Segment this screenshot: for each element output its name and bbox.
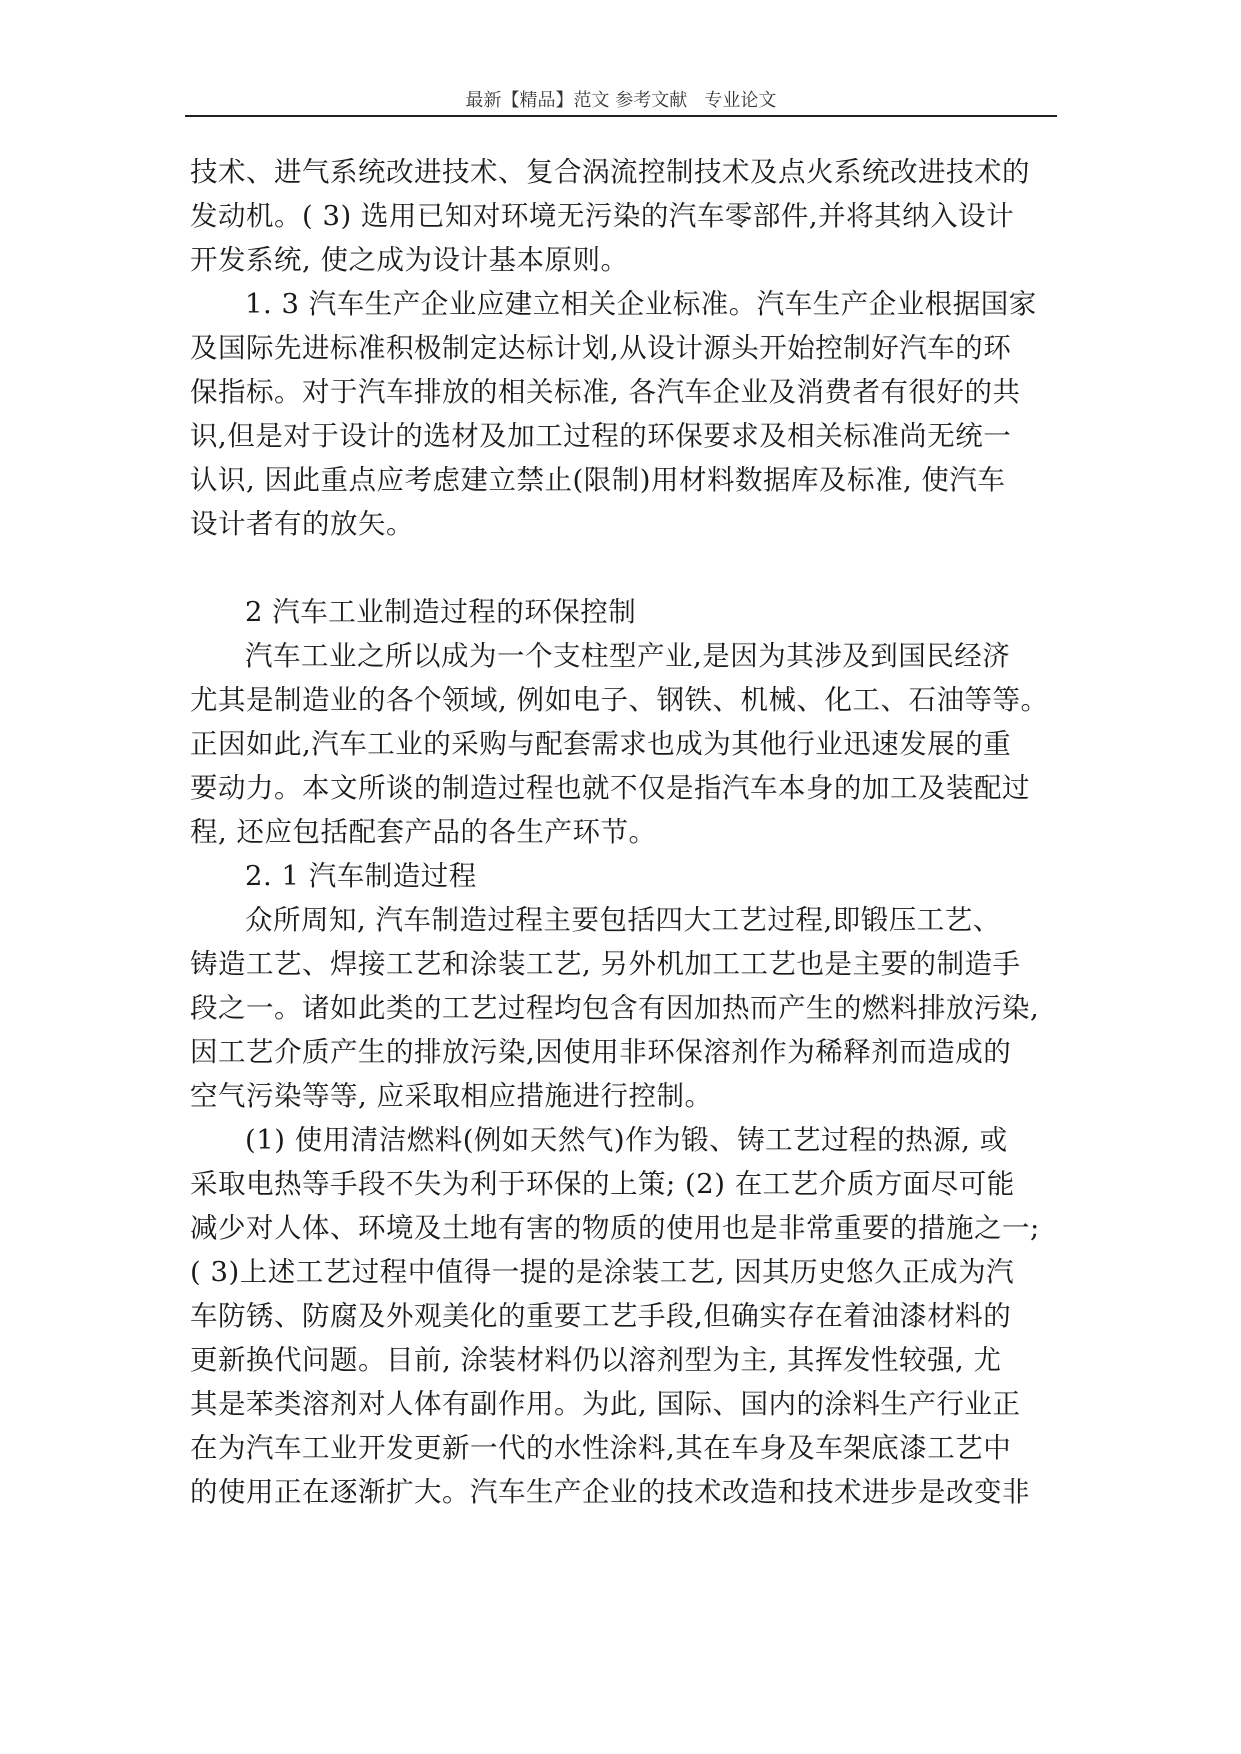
- text-line: 保指标。对于汽车排放的相关标准, 各汽车企业及消费者有很好的共: [190, 376, 1021, 408]
- text-line: 技术、进气系统改进技术、复合涡流控制技术及点火系统改进技术的: [190, 156, 1030, 188]
- page-header: 最新【精品】范文 参考文献 专业论文: [465, 90, 777, 111]
- text-line: 空气污染等等, 应采取相应措施进行控制。: [190, 1080, 713, 1112]
- text-line: ( 3)上述工艺过程中值得一提的是涂装工艺, 因其历史悠久正成为汽: [190, 1256, 1015, 1288]
- text-line: 车防锈、防腐及外观美化的重要工艺手段,但确实存在着油漆材料的: [190, 1300, 1012, 1332]
- header-rule: [185, 115, 1057, 117]
- section-heading-2: 2 汽车工业制造过程的环保控制: [245, 596, 637, 628]
- text-line: 的使用正在逐渐扩大。汽车生产企业的技术改造和技术进步是改变非: [190, 1476, 1030, 1508]
- section-heading-2-1: 2. 1 汽车制造过程: [245, 860, 477, 892]
- text-line: (1) 使用清洁燃料(例如天然气)作为锻、铸工艺过程的热源, 或: [245, 1124, 1008, 1156]
- text-line: 发动机。( 3) 选用已知对环境无污染的汽车零部件,并将其纳入设计: [190, 200, 1015, 232]
- paragraph-gap: [190, 546, 1070, 590]
- text-line: 减少对人体、环境及土地有害的物质的使用也是非常重要的措施之一;: [190, 1212, 1040, 1244]
- text-line: 正因如此,汽车工业的采购与配套需求也成为其他行业迅速发展的重: [190, 728, 1012, 760]
- text-line: 及国际先进标准积极制定达标计划,从设计源头开始控制好汽车的环: [190, 332, 1012, 364]
- text-line: 设计者有的放矢。: [190, 508, 414, 540]
- text-line: 更新换代问题。目前, 涂装材料仍以溶剂型为主, 其挥发性较强, 尤: [190, 1344, 1002, 1376]
- text-line: 采取电热等手段不失为利于环保的上策; (2) 在工艺介质方面尽可能: [190, 1168, 1015, 1200]
- text-line: 因工艺介质产生的排放污染,因使用非环保溶剂作为稀释剂而造成的: [190, 1036, 1012, 1068]
- text-line: 汽车工业之所以成为一个支柱型产业,是因为其涉及到国民经济: [245, 640, 1011, 672]
- text-line: 识,但是对于设计的选材及加工过程的环保要求及相关标准尚无统一: [190, 420, 1012, 452]
- document-body: [190, 150, 1070, 1514]
- text-line: 众所周知, 汽车制造过程主要包括四大工艺过程,即锻压工艺、: [245, 904, 1001, 936]
- text-line: 铸造工艺、焊接工艺和涂装工艺, 另外机加工工艺也是主要的制造手: [190, 948, 1021, 980]
- text-line: 开发系统, 使之成为设计基本原则。: [190, 244, 629, 276]
- text-line: 尤其是制造业的各个领域, 例如电子、钢铁、机械、化工、石油等等。: [190, 684, 1049, 716]
- section-heading-1-3: 1. 3 汽车生产企业应建立相关企业标准。汽车生产企业根据国家: [245, 288, 1037, 320]
- text-line: 要动力。本文所谈的制造过程也就不仅是指汽车本身的加工及装配过: [190, 772, 1030, 804]
- text-line: 其是苯类溶剂对人体有副作用。为此, 国际、国内的涂料生产行业正: [190, 1388, 1021, 1420]
- text-line: 段之一。诸如此类的工艺过程均包含有因加热而产生的燃料排放污染,: [190, 992, 1040, 1024]
- text-line: 在为汽车工业开发更新一代的水性涂料,其在车身及车架底漆工艺中: [190, 1432, 1012, 1464]
- text-line: 程, 还应包括配套产品的各生产环节。: [190, 816, 657, 848]
- text-line: 认识, 因此重点应考虑建立禁止(限制)用材料数据库及标准, 使汽车: [190, 464, 1006, 496]
